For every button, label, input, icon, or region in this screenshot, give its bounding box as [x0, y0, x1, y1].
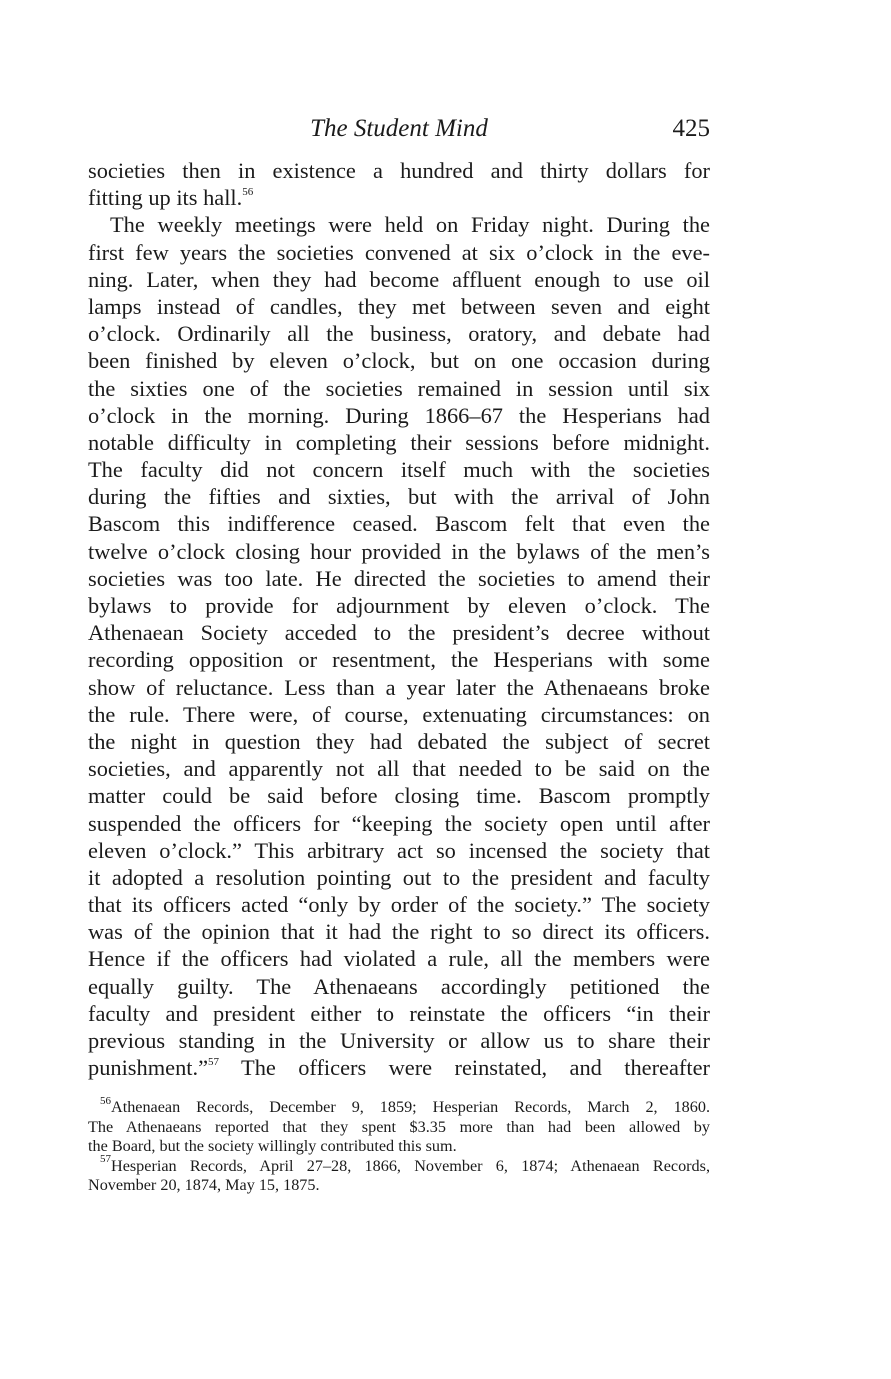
text-line: Bascom this indifference ceased. Bascom felt that even the [88, 511, 710, 537]
text-line: was of the opinion that it had the right to so direct its officers. [88, 919, 710, 945]
footnote-line: the Board, but the society willingly contributed this sum. [88, 1137, 457, 1156]
footnote-line: The Athenaeans reported that they spent $3.35 more than had been allowed by [88, 1117, 710, 1136]
text-line: the rule. There were, of course, extenuating circumstances: on [88, 701, 710, 727]
text-line: The faculty did not concern itself much with the societies [88, 457, 710, 483]
text-line: notable difficulty in completing their sessions before midnight. [88, 429, 710, 455]
text-line: faculty and president either to reinstate the officers “in their [88, 1000, 710, 1026]
text-line: it adopted a resolution pointing out to the president and faculty [88, 864, 710, 890]
text-line: lamps instead of candles, they met between seven and eight [88, 293, 710, 319]
text-line: the night in question they had debated the subject of secret [88, 728, 710, 754]
text-line: twelve o’clock closing hour provided in the bylaws of the men’s [88, 538, 710, 564]
footnote-ref-56: 56 [242, 185, 254, 198]
paragraph-start-line: The weekly meetings were held on Friday night. During the [110, 212, 710, 238]
text-line: recording opposition or resentment, the Hesperians with some [88, 647, 710, 673]
footnote-mark-56: 56 [100, 1094, 111, 1107]
text-line: suspended the officers for “keeping the society open until after [88, 810, 710, 836]
footnote-56: $^{56}$Athenaean Records, December 9, 1859; Hesperian Records, March 2, 1860. [100, 1094, 710, 1116]
text-line: o’clock. Ordinarily all the business, oratory, and debate had [88, 321, 710, 347]
footnote-57: $^{57}$Hesperian Records, April 27–28, 1866, November 6, 1874; Athenaean Records, [100, 1153, 710, 1175]
text-line: during the fifties and sixties, but with the arrival of John [88, 484, 710, 510]
text-line: ning. Later, when they had become affluent enough to use oil [88, 266, 710, 292]
page-number: 425 [672, 115, 710, 142]
body-text [88, 157, 710, 1081]
text-line: previous standing in the University or allow us to share their [88, 1028, 710, 1053]
text-line: the sixties one of the societies remained in session until six [88, 375, 710, 401]
text-line: been finished by eleven o’clock, but on one occasion during [88, 348, 710, 374]
text-line: Hence if the officers had violated a rule, all the members were [88, 946, 710, 972]
text-line: o’clock in the morning. During 1866–67 the Hesperians had [88, 402, 710, 428]
text-line: eleven o’clock.” This arbitrary act so incensed the society that [88, 837, 710, 863]
text-line: first few years the societies convened at six o’clock in the eve- [88, 239, 710, 265]
text-line: punishment.”$^{57}$ The officers were reinstated, and thereafter [88, 1055, 710, 1081]
text-line: fitting up its hall.$^{56}$ [88, 185, 254, 211]
footnote-mark-57: 57 [100, 1153, 111, 1166]
text-line: that its officers acted “only by order of the society.” The society [88, 892, 710, 918]
text-line: matter could be said before closing time. Bascom promptly [88, 783, 710, 809]
text-line: Athenaean Society acceded to the president’s decree without [88, 620, 710, 646]
text-line: show of reluctance. Less than a year later the Athenaeans broke [88, 674, 710, 700]
text-line: equally guilty. The Athenaeans accordingly petitioned the [88, 973, 710, 999]
text-line: societies was too late. He directed the societies to amend their [88, 565, 710, 591]
text-line: societies then in existence a hundred and thirty dollars for [88, 158, 710, 183]
text-line: societies, and apparently not all that needed to be said on the [88, 756, 710, 782]
footnote-ref-57: 57 [208, 1055, 220, 1068]
running-head [88, 115, 710, 149]
running-title: The Student Mind [310, 115, 488, 142]
text-line: bylaws to provide for adjournment by eleven o’clock. The [88, 593, 710, 618]
footnote-line: November 20, 1874, May 15, 1875. [88, 1176, 320, 1195]
footnotes [88, 1094, 710, 1196]
